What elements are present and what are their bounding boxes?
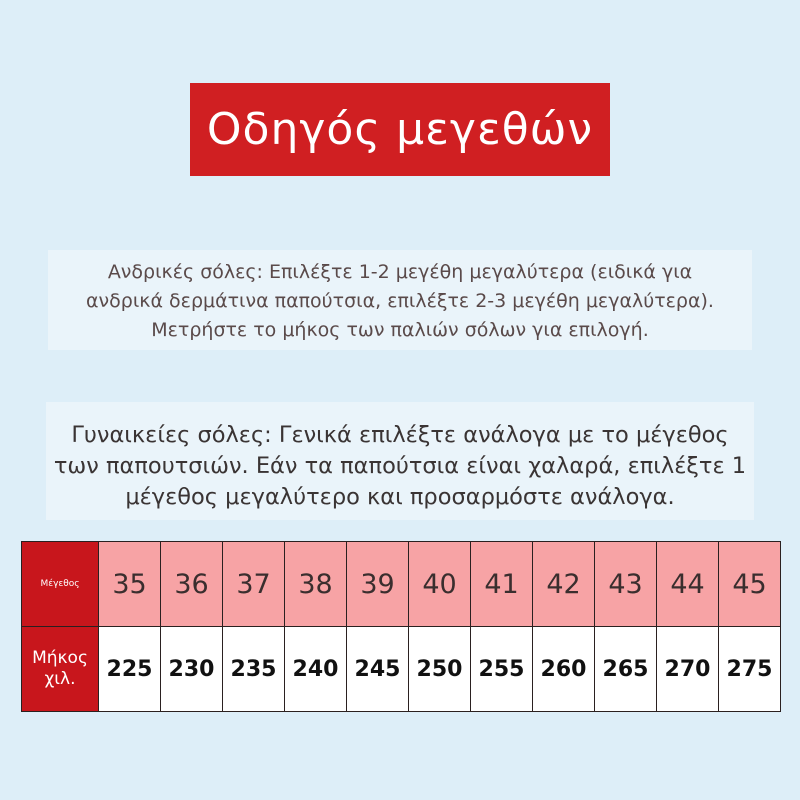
length-cell: 275: [719, 627, 781, 712]
length-header-line: Μήκος: [32, 648, 88, 668]
women-note-line: μέγεθος μεγαλύτερο και προσαρμόστε ανάλογα.: [125, 484, 675, 510]
length-header-cell: [22, 627, 99, 712]
size-chart-table: [21, 541, 781, 712]
length-cell: 270: [657, 627, 719, 712]
size-cell: 35: [99, 542, 161, 627]
title-banner: [190, 83, 610, 176]
length-cell: 250: [409, 627, 471, 712]
size-cell: 42: [533, 542, 595, 627]
women-note-line: των παπουτσιών. Εάν τα παπούτσια είναι χαλαρά, επιλέξτε 1: [53, 453, 747, 479]
page-title: Οδηγός μεγεθών: [206, 104, 594, 155]
size-cell: 44: [657, 542, 719, 627]
men-note-line: Μετρήστε το μήκος των παλιών σόλων για επιλογή.: [151, 319, 649, 341]
size-cell: 40: [409, 542, 471, 627]
length-cell: 260: [533, 627, 595, 712]
length-header-line: χιλ.: [44, 669, 76, 689]
men-note-line: ανδρικά δερμάτινα παπούτσια, επιλέξτε 2-3 μεγέθη μεγαλύτερα).: [86, 290, 714, 312]
men-note: [0, 258, 800, 345]
length-cell: 235: [223, 627, 285, 712]
size-cell: 36: [161, 542, 223, 627]
size-header-cell: Μέγεθος: [22, 542, 99, 627]
size-cell: 38: [285, 542, 347, 627]
size-cell: 41: [471, 542, 533, 627]
women-note: [0, 420, 800, 513]
length-cell: 265: [595, 627, 657, 712]
size-cell: 37: [223, 542, 285, 627]
size-row: [22, 542, 781, 627]
size-cell: 43: [595, 542, 657, 627]
size-cell: 39: [347, 542, 409, 627]
length-cell: 225: [99, 627, 161, 712]
length-cell: 240: [285, 627, 347, 712]
length-row: [22, 627, 781, 712]
length-cell: 245: [347, 627, 409, 712]
women-note-line: Γυναικείες σόλες: Γενικά επιλέξτε ανάλογα με το μέγεθος: [71, 422, 729, 448]
length-cell: 255: [471, 627, 533, 712]
size-cell: 45: [719, 542, 781, 627]
men-note-line: Ανδρικές σόλες: Επιλέξτε 1-2 μεγέθη μεγαλύτερα (ειδικά για: [107, 261, 693, 283]
length-cell: 230: [161, 627, 223, 712]
